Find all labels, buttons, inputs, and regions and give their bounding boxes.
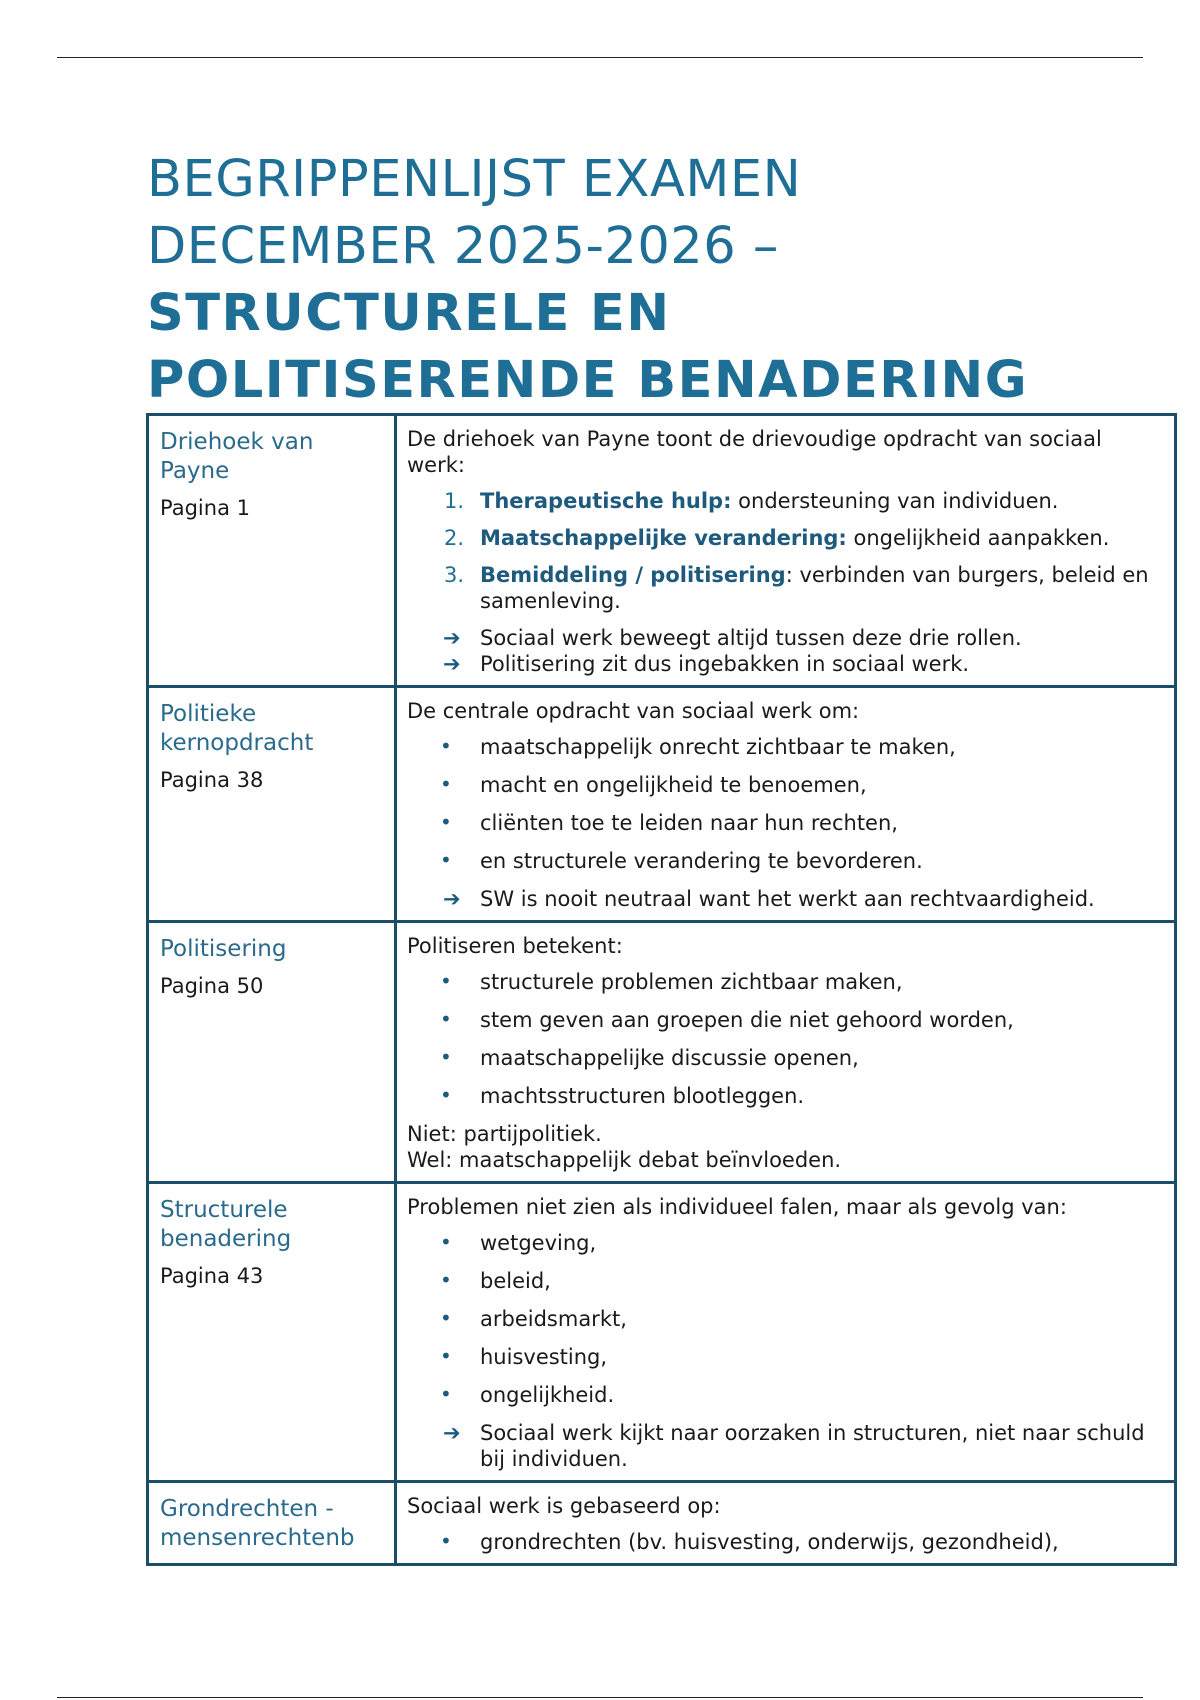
- bullet-list: [407, 1529, 1162, 1555]
- list-item-text: macht en ongelijkheid te benoemen,: [480, 773, 867, 797]
- list-item: [407, 772, 1162, 798]
- note-not: Niet: partijpolitiek.: [407, 1122, 602, 1146]
- description-intro: Problemen niet zien als individueel falen, maar als gevolg van:: [407, 1195, 1067, 1219]
- list-item: [407, 1344, 1162, 1370]
- terms-table: [146, 413, 1177, 1566]
- term-cell: [148, 1482, 396, 1565]
- bullet-icon: •: [440, 1306, 452, 1330]
- arrow-note: [407, 886, 1162, 912]
- bullet-icon: •: [440, 772, 452, 796]
- table-row: [148, 922, 1176, 1183]
- list-item-bold: Bemiddeling / politisering: [480, 563, 786, 587]
- description-intro: De centrale opdracht van sociaal werk om:: [407, 699, 860, 723]
- arrow-text: SW is nooit neutraal want het werkt aan rechtvaardigheid.: [480, 887, 1095, 911]
- bullet-icon: •: [440, 1083, 452, 1107]
- arrow-note: [407, 651, 1162, 677]
- bullet-list: [407, 734, 1162, 874]
- list-item: [407, 848, 1162, 874]
- list-item-text: : verbinden van burgers, beleid en samenleving.: [480, 563, 1149, 613]
- title-line-2: DECEMBER 2025-2026 –: [147, 217, 779, 276]
- page-reference: Pagina 38: [160, 768, 264, 792]
- list-item-text: stem geven aan groepen die niet gehoord worden,: [480, 1008, 1014, 1032]
- term-name: Grondrechten - mensenrechtenb: [160, 1496, 355, 1551]
- list-item: [407, 562, 1162, 614]
- list-item-text: machtsstructuren blootleggen.: [480, 1084, 805, 1108]
- table-row: [148, 1482, 1176, 1565]
- bullet-list: [407, 1230, 1162, 1408]
- page-reference: Pagina 50: [160, 974, 264, 998]
- description-cell: [396, 1482, 1176, 1565]
- term-name: Politisering: [160, 936, 287, 962]
- term-cell: [148, 922, 396, 1183]
- list-item: [407, 1083, 1162, 1109]
- list-item-text: ongelijkheid aanpakken.: [846, 526, 1110, 550]
- list-item-text: huisvesting,: [480, 1345, 608, 1369]
- list-item: [407, 1007, 1162, 1033]
- list-item-text: cliënten toe te leiden naar hun rechten,: [480, 811, 898, 835]
- list-item: [407, 1268, 1162, 1294]
- term-name: Structurele benadering: [160, 1197, 292, 1252]
- page-reference: Pagina 43: [160, 1264, 264, 1288]
- arrow-note: [407, 1420, 1162, 1472]
- list-item-text: maatschappelijke discussie openen,: [480, 1046, 859, 1070]
- list-item: [407, 1230, 1162, 1256]
- arrow-note: [407, 625, 1162, 651]
- header-rule: [57, 57, 1143, 58]
- description-intro: Politiseren betekent:: [407, 934, 623, 958]
- bullet-icon: •: [440, 810, 452, 834]
- bullet-list: [407, 969, 1162, 1109]
- arrow-text: Sociaal werk beweegt altijd tussen deze drie rollen.: [480, 626, 1022, 650]
- bullet-icon: •: [440, 1045, 452, 1069]
- list-item-text: beleid,: [480, 1269, 551, 1293]
- page-reference: Pagina 1: [160, 496, 250, 520]
- list-item-text: grondrechten (bv. huisvesting, onderwijs, gezondheid),: [480, 1530, 1059, 1554]
- title-line-1: BEGRIPPENLIJST EXAMEN: [147, 150, 802, 209]
- list-item-text: en structurele verandering te bevorderen.: [480, 849, 923, 873]
- description-cell: [396, 687, 1176, 922]
- description-cell: [396, 415, 1176, 687]
- table-row: [148, 1183, 1176, 1482]
- table-row: [148, 415, 1176, 687]
- list-item: [407, 810, 1162, 836]
- arrow-icon: ➔: [443, 1421, 461, 1445]
- term-cell: [148, 687, 396, 922]
- list-item-text: arbeidsmarkt,: [480, 1307, 627, 1331]
- list-number: 2.: [444, 526, 465, 550]
- list-item: [407, 969, 1162, 995]
- term-cell: [148, 1183, 396, 1482]
- arrow-text: Sociaal werk kijkt naar oorzaken in structuren, niet naar schuld bij individuen.: [480, 1421, 1145, 1471]
- arrow-icon: ➔: [443, 626, 461, 650]
- bullet-icon: •: [440, 1268, 452, 1292]
- list-item-bold: Maatschappelijke verandering:: [480, 526, 847, 550]
- bullet-icon: •: [440, 1230, 452, 1254]
- title-line-4: POLITISERENDE BENADERING: [147, 351, 1029, 410]
- list-item: [407, 1306, 1162, 1332]
- list-item-text: structurele problemen zichtbaar maken,: [480, 970, 903, 994]
- list-number: 3.: [444, 563, 465, 587]
- list-item-text: maatschappelijk onrecht zichtbaar te maken,: [480, 735, 956, 759]
- footer-rule: [57, 1697, 1143, 1698]
- list-item-text: ongelijkheid.: [480, 1383, 615, 1407]
- numbered-list: [407, 488, 1162, 614]
- list-item: [407, 1382, 1162, 1408]
- list-item-bold: Therapeutische hulp:: [480, 489, 732, 513]
- note-yes: Wel: maatschappelijk debat beïnvloeden.: [407, 1148, 842, 1172]
- bullet-icon: •: [440, 1529, 452, 1553]
- bullet-icon: •: [440, 734, 452, 758]
- list-number: 1.: [444, 489, 465, 513]
- list-item: [407, 1529, 1162, 1555]
- bullet-icon: •: [440, 969, 452, 993]
- term-cell: [148, 415, 396, 687]
- arrow-text: Politisering zit dus ingebakken in sociaal werk.: [480, 652, 970, 676]
- term-name: Politieke kernopdracht: [160, 701, 314, 756]
- list-item: [407, 734, 1162, 760]
- title-line-3: STRUCTURELE EN: [147, 284, 671, 343]
- table-row: [148, 687, 1176, 922]
- description-cell: [396, 922, 1176, 1183]
- bullet-icon: •: [440, 1344, 452, 1368]
- bullet-icon: •: [440, 1382, 452, 1406]
- description-cell: [396, 1183, 1176, 1482]
- list-item: [407, 525, 1162, 551]
- term-name: Driehoek van Payne: [160, 429, 314, 484]
- arrow-icon: ➔: [443, 887, 461, 911]
- list-item: [407, 1045, 1162, 1071]
- page-title: [147, 146, 1147, 414]
- description-intro: De driehoek van Payne toont de drievoudige opdracht van sociaal werk:: [407, 427, 1102, 477]
- list-item-text: ondersteuning van individuen.: [731, 489, 1059, 513]
- list-item: [407, 488, 1162, 514]
- arrow-icon: ➔: [443, 652, 461, 676]
- bullet-icon: •: [440, 1007, 452, 1031]
- bullet-icon: •: [440, 848, 452, 872]
- list-item-text: wetgeving,: [480, 1231, 597, 1255]
- description-intro: Sociaal werk is gebaseerd op:: [407, 1494, 721, 1518]
